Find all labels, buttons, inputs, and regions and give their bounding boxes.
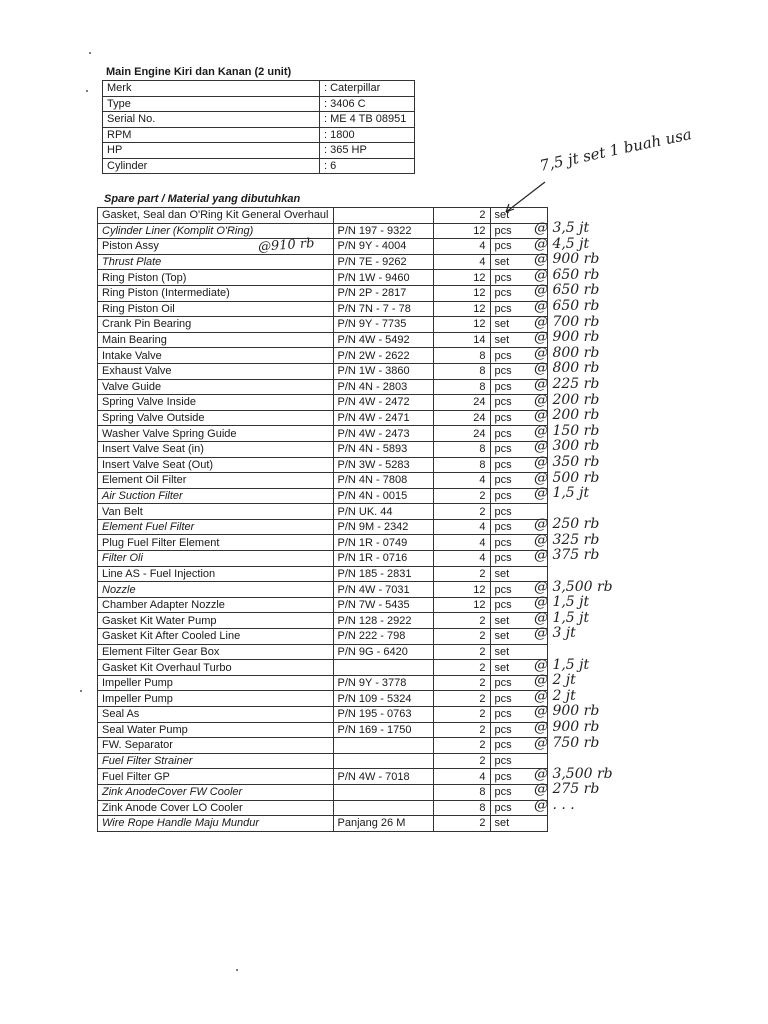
part-qty: 4 [433,519,490,535]
part-row [98,379,548,395]
part-name: Zink AnodeCover FW Cooler [98,784,334,800]
part-name: Ring Piston (Top) [98,270,334,286]
part-name: Exhaust Valve [98,363,334,379]
part-qty: 2 [433,722,490,738]
part-number: P/N 1W - 3860 [333,363,433,379]
part-qty: 24 [433,395,490,411]
handwritten-price-note: @ 650 rb [534,282,600,299]
part-row [98,582,548,598]
part-name: Spring Valve Outside [98,410,334,426]
part-row [98,317,548,333]
part-row [98,535,548,551]
handwritten-piston-note: @910 rb [257,236,315,255]
part-row [98,800,548,816]
part-unit: pcs [490,504,547,520]
spec-label: Serial No. [103,112,320,128]
part-name: Zink Anode Cover LO Cooler [98,800,334,816]
part-number [333,208,433,224]
part-qty: 2 [433,566,490,582]
part-qty: 12 [433,285,490,301]
part-unit: set [490,644,547,660]
part-name: Fuel Filter GP [98,769,334,785]
part-unit: pcs [490,753,547,769]
part-row [98,254,548,270]
part-name: Gasket Kit After Cooled Line [98,629,334,645]
part-number: P/N 169 - 1750 [333,722,433,738]
part-unit: pcs [490,707,547,723]
scan-speck [236,969,238,971]
part-name: Element Oil Filter [98,473,334,489]
part-unit: pcs [490,363,547,379]
part-number: P/N 3W - 5283 [333,457,433,473]
part-qty: 12 [433,223,490,239]
part-row [98,738,548,754]
part-unit: pcs [490,301,547,317]
part-name: Intake Valve [98,348,334,364]
part-row [98,784,548,800]
handwritten-price-note: @ 900 rb [534,251,600,268]
part-name: Impeller Pump [98,691,334,707]
part-unit: pcs [490,379,547,395]
part-unit: set [490,629,547,645]
part-qty: 2 [433,644,490,660]
part-unit: pcs [490,738,547,754]
part-number [333,784,433,800]
part-row [98,519,548,535]
part-row [98,208,548,224]
handwritten-price-note: @ 650 rb [534,297,600,314]
part-row [98,441,548,457]
handwritten-price-note: @ 750 rb [534,734,600,751]
part-name: Van Belt [98,504,334,520]
spare-parts-table [97,207,548,832]
handwritten-price-note: @ 650 rb [534,266,600,283]
part-unit: pcs [490,410,547,426]
part-row [98,566,548,582]
part-qty: 12 [433,317,490,333]
handwritten-price-note: @ 3,500 rb [534,765,613,782]
part-number: P/N 9G - 6420 [333,644,433,660]
part-row [98,769,548,785]
scan-speck [80,690,82,692]
part-name: Gasket Kit Water Pump [98,613,334,629]
part-qty: 2 [433,816,490,832]
part-name: Cylinder Liner (Komplit O'Ring) [98,223,334,239]
part-number: P/N 7W - 5435 [333,597,433,613]
part-row [98,660,548,676]
part-number: P/N 9M - 2342 [333,519,433,535]
part-number: P/N 7E - 9262 [333,254,433,270]
part-number: P/N 222 - 798 [333,629,433,645]
part-name: Chamber Adapter Nozzle [98,597,334,613]
part-name: Washer Valve Spring Guide [98,426,334,442]
handwritten-price-note: @ 900 rb [534,719,600,735]
part-name: Wire Rope Handle Maju Mundur [98,816,334,832]
handwritten-price-note: @ 3,5 jt [534,220,590,236]
part-row [98,722,548,738]
part-qty: 12 [433,582,490,598]
part-row [98,753,548,769]
spec-value: : 6 [320,158,415,174]
part-name: Plug Fuel Filter Element [98,535,334,551]
part-unit: pcs [490,722,547,738]
engine-spec-table [102,80,415,174]
handwritten-price-note: @ 1,5 jt [534,594,590,611]
spec-row [103,96,415,112]
part-unit: pcs [490,784,547,800]
part-number: P/N 109 - 5324 [333,691,433,707]
part-row [98,223,548,239]
spec-value: : Caterpillar [320,81,415,97]
part-unit: pcs [490,270,547,286]
part-qty: 14 [433,332,490,348]
part-qty: 4 [433,535,490,551]
part-number: P/N 4N - 7808 [333,473,433,489]
part-name: FW. Separator [98,738,334,754]
part-unit: pcs [490,348,547,364]
part-name: Nozzle [98,582,334,598]
part-name: Element Fuel Filter [98,519,334,535]
part-qty: 4 [433,239,490,255]
part-name: Insert Valve Seat (in) [98,441,334,457]
part-unit: pcs [490,535,547,551]
part-number: P/N 9Y - 4004 [333,239,433,255]
part-qty: 2 [433,660,490,676]
part-unit: pcs [490,675,547,691]
spec-label: Cylinder [103,158,320,174]
handwritten-price-note: @ 3 jt [534,625,576,642]
part-name: Air Suction Filter [98,488,334,504]
part-unit: pcs [490,691,547,707]
part-number: P/N 9Y - 7735 [333,317,433,333]
part-number: P/N 4W - 2471 [333,410,433,426]
spec-value: : ME 4 TB 08951 [320,112,415,128]
handwritten-price-note: @ 250 rb [534,516,600,533]
part-number: P/N 7N - 7 - 78 [333,301,433,317]
part-row [98,644,548,660]
part-name: Crank Pin Bearing [98,317,334,333]
part-qty: 2 [433,629,490,645]
part-number: P/N 2W - 2622 [333,348,433,364]
part-qty: 12 [433,270,490,286]
part-unit: set [490,208,547,224]
handwritten-price-note: @ 4,5 jt [534,235,590,252]
part-row [98,816,548,832]
handwritten-price-note: @ 800 rb [534,344,600,361]
part-name: Filter Oli [98,551,334,567]
handwritten-price-note: @ 1,5 jt [534,485,590,502]
part-unit: pcs [490,488,547,504]
part-number: P/N 2P - 2817 [333,285,433,301]
part-number: P/N 4W - 7031 [333,582,433,598]
part-unit: pcs [490,769,547,785]
part-qty: 8 [433,363,490,379]
part-unit: pcs [490,441,547,457]
part-unit: set [490,613,547,629]
part-row [98,707,548,723]
handwritten-price-note [534,751,613,767]
part-qty: 2 [433,613,490,629]
part-qty: 2 [433,738,490,754]
part-number: P/N 4W - 2473 [333,426,433,442]
part-unit: pcs [490,800,547,816]
part-row [98,410,548,426]
part-qty: 2 [433,707,490,723]
part-qty: 24 [433,426,490,442]
part-qty: 2 [433,691,490,707]
handwritten-price-note: @ 900 rb [534,329,600,346]
part-unit: pcs [490,457,547,473]
part-name: Seal Water Pump [98,722,334,738]
part-number: P/N 195 - 0763 [333,707,433,723]
scan-speck [86,90,88,92]
handwritten-price-note: @ 225 rb [534,375,600,392]
part-row [98,270,548,286]
part-row [98,332,548,348]
part-row [98,597,548,613]
part-name: Gasket Kit Overhaul Turbo [98,660,334,676]
handwritten-price-note: @ 325 rb [534,531,600,548]
handwritten-price-note: @ 900 rb [534,703,600,720]
part-name: Seal As [98,707,334,723]
spec-value: : 365 HP [320,143,415,159]
parts-section-title: Spare part / Material yang dibutuhkan [104,193,301,205]
part-row [98,301,548,317]
scan-speck [89,52,91,54]
part-qty: 2 [433,208,490,224]
handwritten-price-note: @ 200 rb [534,391,600,408]
part-unit: set [490,660,547,676]
part-number: P/N 4N - 5893 [333,441,433,457]
engine-section-title: Main Engine Kiri dan Kanan (2 unit) [106,66,292,78]
part-number [333,660,433,676]
handwritten-price-note: @ 375 rb [534,547,600,564]
handwritten-price-note: @ 200 rb [534,407,600,424]
handwritten-price-note: @ 1,5 jt [534,609,590,626]
handwritten-price-notes [534,221,613,814]
part-unit: pcs [490,426,547,442]
handwritten-price-note: @ 700 rb [534,313,600,330]
part-name: Thrust Plate [98,254,334,270]
part-number: P/N 4W - 5492 [333,332,433,348]
part-name: Fuel Filter Strainer [98,753,334,769]
part-unit: pcs [490,597,547,613]
part-name: Main Bearing [98,332,334,348]
part-number: Panjang 26 M [333,816,433,832]
part-qty: 12 [433,301,490,317]
part-number: P/N 1R - 0749 [333,535,433,551]
part-number: P/N 4W - 2472 [333,395,433,411]
spec-label: RPM [103,127,320,143]
part-qty: 24 [433,410,490,426]
part-unit: set [490,254,547,270]
part-name: Impeller Pump [98,675,334,691]
part-row [98,675,548,691]
part-unit: set [490,566,547,582]
handwritten-price-note: @ 300 rb [534,438,600,455]
part-row [98,363,548,379]
part-unit: pcs [490,519,547,535]
spec-label: HP [103,143,320,159]
part-row [98,504,548,520]
part-number: P/N 1R - 0716 [333,551,433,567]
part-qty: 8 [433,379,490,395]
part-row [98,239,548,255]
handwritten-price-note: @ 275 rb [534,781,600,798]
part-qty: 8 [433,457,490,473]
part-row [98,457,548,473]
part-unit: set [490,317,547,333]
spec-value: : 3406 C [320,96,415,112]
part-number: P/N 9Y - 3778 [333,675,433,691]
part-number: P/N 4N - 0015 [333,488,433,504]
spec-row [103,158,415,174]
handwritten-price-note [534,564,613,580]
part-qty: 8 [433,800,490,816]
handwritten-price-note: @ 2 jt [534,672,576,689]
part-unit: pcs [490,223,547,239]
handwritten-price-note: @ 350 rb [534,453,600,470]
part-number: P/N 197 - 9322 [333,223,433,239]
part-number: P/N 1W - 9460 [333,270,433,286]
part-qty: 4 [433,551,490,567]
part-qty: 8 [433,441,490,457]
part-qty: 2 [433,753,490,769]
handwritten-price-note [534,502,613,518]
handwritten-price-note [534,642,613,658]
part-name: Insert Valve Seat (Out) [98,457,334,473]
part-unit: pcs [490,473,547,489]
part-qty: 8 [433,348,490,364]
part-number: P/N UK. 44 [333,504,433,520]
part-row [98,426,548,442]
part-name: Ring Piston (Intermediate) [98,285,334,301]
part-qty: 8 [433,784,490,800]
part-qty: 4 [433,254,490,270]
part-qty: 2 [433,488,490,504]
part-name: Line AS - Fuel Injection [98,566,334,582]
part-qty: 2 [433,675,490,691]
spec-label: Type [103,96,320,112]
part-row [98,348,548,364]
part-qty: 2 [433,504,490,520]
part-row [98,613,548,629]
spec-label: Merk [103,81,320,97]
part-unit: pcs [490,551,547,567]
handwritten-price-note: @ . . . [534,796,575,813]
handwritten-price-note: @ 1,5 jt [534,656,590,673]
part-row [98,691,548,707]
part-name: Ring Piston Oil [98,301,334,317]
part-unit: pcs [490,239,547,255]
part-qty: 12 [433,597,490,613]
handwritten-top-note: 7,5 jt set 1 buah usa [538,125,694,175]
part-unit: pcs [490,285,547,301]
handwritten-price-note: @ 150 rb [534,422,600,439]
part-qty: 4 [433,473,490,489]
handwritten-price-note: @ 3,500 rb [534,578,613,595]
part-number: P/N 4W - 7018 [333,769,433,785]
part-number [333,753,433,769]
part-name: Element Filter Gear Box [98,644,334,660]
part-number: P/N 4N - 2803 [333,379,433,395]
part-unit: set [490,816,547,832]
part-row [98,395,548,411]
handwritten-arrow [500,178,550,218]
handwritten-price-note: @ 2 jt [534,687,576,704]
handwritten-price-note: @ 500 rb [534,469,600,486]
part-name: Gasket, Seal dan O'Ring Kit General Overhaul [98,208,334,224]
part-row [98,285,548,301]
part-row [98,473,548,489]
spec-value: : 1800 [320,127,415,143]
part-number: P/N 128 - 2922 [333,613,433,629]
part-name: Valve Guide [98,379,334,395]
part-row [98,551,548,567]
part-qty: 4 [433,769,490,785]
part-row [98,629,548,645]
part-name: Spring Valve Inside [98,395,334,411]
part-row [98,488,548,504]
part-unit: pcs [490,582,547,598]
part-number [333,738,433,754]
spec-row [103,143,415,159]
part-number [333,800,433,816]
part-unit: pcs [490,395,547,411]
part-number: P/N 185 - 2831 [333,566,433,582]
spec-row [103,81,415,97]
spec-row [103,127,415,143]
part-name: Piston Assy [98,239,334,255]
handwritten-price-note: @ 800 rb [534,360,600,377]
part-unit: set [490,332,547,348]
spec-row [103,112,415,128]
